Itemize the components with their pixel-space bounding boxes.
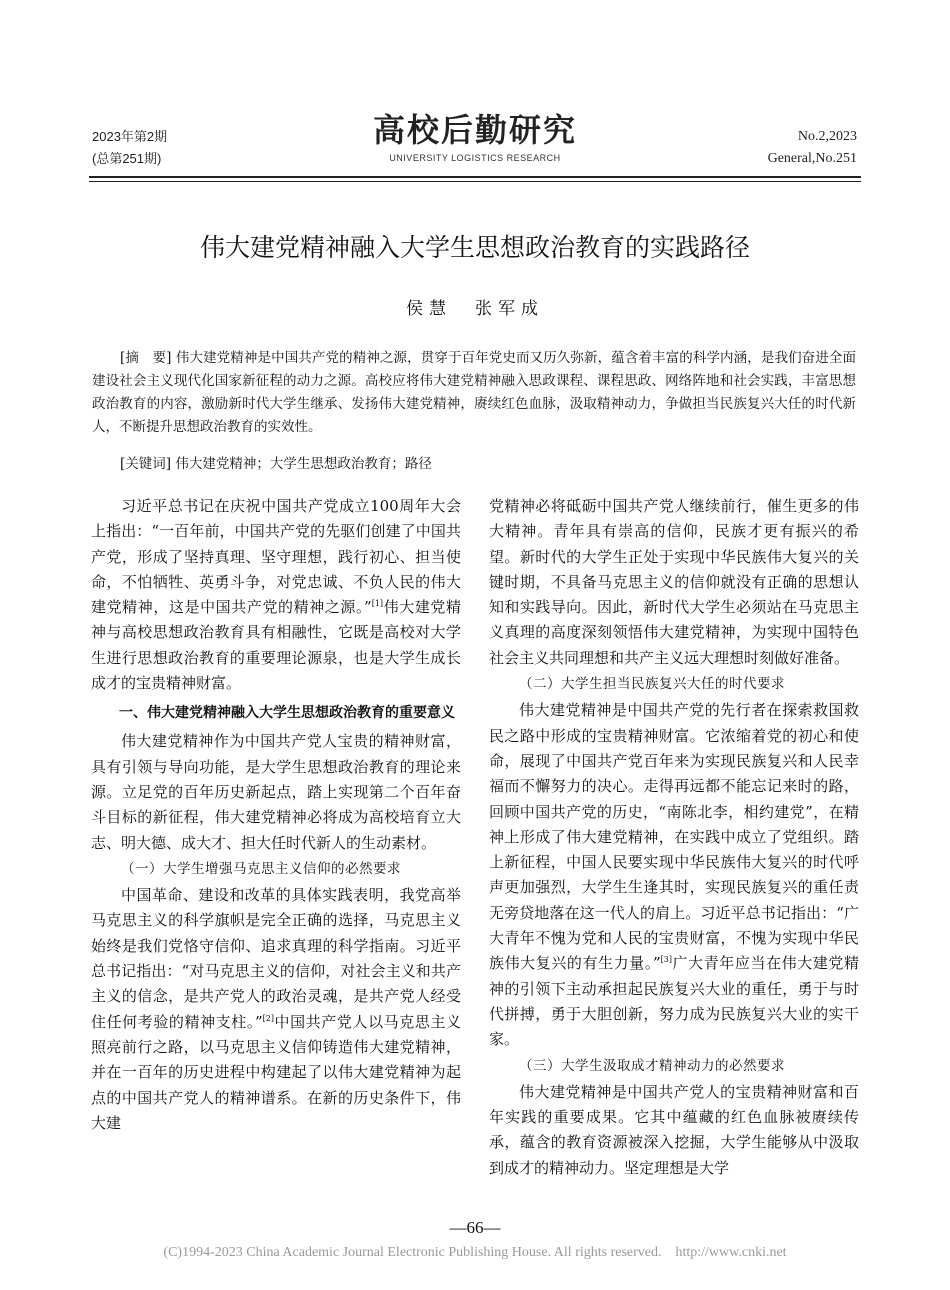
- abstract-label: [摘 要]: [120, 350, 172, 366]
- paragraph: 党精神必将砥砺中国共产党人继续前行，催生更多的伟大精神。青年具有崇高的信仰，民族才更有振兴的希望。新时代的大学生正处于实现中华民族伟大复兴的关键时期，不具备马克思主义的信仰就没有正确的思想认知和实践导向。因此，新时代大学生必须站在马克思主义真理的高度深刻领悟伟大建党精神，为实现中国特色社会主义共同理想和共产主义远大理想时刻做好准备。: [489, 497, 859, 667]
- issue-number-en: No.2,2023: [797, 129, 857, 144]
- paragraph-text: 习近平总书记在庆祝中国共产党成立100周年大会上指出：“一百年前，中国共产党的先驱们创建了中国共产党，形成了坚持真理、坚守理想，践行初心、担当使命，不怕牺牲、英勇斗争，对党忠诚、不负人民的伟大建党精神，这是中国共产党的精神之源。”: [91, 497, 461, 617]
- paragraph-text: 伟大建党精神是中国共产党的先行者在探索救国救民之路中形成的宝贵精神财富。它浓缩着党的初心和使命，展现了中国共产党百年来为实现民族复兴和人民幸福而不懈努力的决心。走得再远都不能忘记来时的路，回顾中国共产党的历史，“南陈北李，相约建党”，在精神上形成了伟大建党精神，在实践中成立了党组织。踏上新征程，中国人民要实现中华民族伟大复兴的时代呼声更加强烈，大学生生逢其时，实现民族复兴的重任责无旁贷地落在这一代人的肩上。习近平总书记指出：“广大青年不愧为党和人民的宝贵财富，不愧为实现中华民族伟大复兴的有生力量。”: [489, 701, 859, 973]
- body-column-left: [91, 494, 461, 1136]
- header-rule-thick: [89, 176, 861, 178]
- paragraph: 伟大建党精神作为中国共产党人宝贵的精神财富，具有引领与导向功能，是大学生思想政治教育的理论来源。立足党的百年历史新起点，踏上实现第二个百年奋斗目标的新征程，伟大建党精神必将成为高校培育立大志、明大德、成大才、担大任时代新人的生动素材。: [91, 732, 461, 852]
- keywords-text: 伟大建党精神；大学生思想政治教育；路径: [175, 456, 432, 472]
- paragraph: [489, 698, 859, 1052]
- paragraph-text: 广大青年应当在伟大建党精神的引领下主动承担起民族复兴大业的重任，勇于与时代拼搏，勇于大胆创新，努力成为民族复兴大业的实干家。: [489, 954, 859, 1049]
- paragraph: [91, 883, 461, 1136]
- section-heading-1: 一、伟大建党精神融入大学生思想政治教育的重要意义: [119, 705, 455, 722]
- abstract-text: 伟大建党精神是中国共产党的精神之源，贯穿于百年党史而又历久弥新，蕴含着丰富的科学内涵，是我们奋进全面建设社会主义现代化国家新征程的动力之源。高校应将伟大建党精神融入思政课程、课程思政、网络阵地和社会实践，丰富思想政治教育的内容，激励新时代大学生继承、发扬伟大建党精神，赓续红色血脉，汲取精神动力，争做担当民族复兴大任的时代新人，不断提升思想政治教育的实效性。: [92, 350, 856, 435]
- citation-ref: [1]: [371, 599, 384, 609]
- issue-general-en: General,No.251: [767, 151, 857, 166]
- article-authors: 侯慧 张军成: [406, 299, 544, 319]
- paragraph: [91, 494, 461, 696]
- article-title: 伟大建党精神融入大学生思想政治教育的实践路径: [199, 233, 750, 262]
- paragraph-text: 伟大建党精神与高校思想政治教育具有相融性，它既是高校对大学生进行思想政治教育的重要理论源泉，也是大学生成长成才的宝贵精神财富。: [91, 598, 461, 693]
- body-column-right: [489, 494, 859, 1181]
- paragraph-text: 中国共产党人以马克思主义照亮前行之路，以马克思主义信仰铸造伟大建党精神，并在一百年的历史进程中构建起了以伟大建党精神为起点的中国共产党人的精神谱系。在新的历史条件下，伟大建: [91, 1012, 461, 1132]
- subsection-heading-3: （三）大学生汲取成才精神动力的必然要求: [519, 1057, 785, 1074]
- journal-title-en: UNIVERSITY LOGISTICS RESEARCH: [389, 153, 561, 163]
- journal-title-cn: 高校后勤研究: [372, 111, 577, 149]
- abstract: [92, 347, 856, 439]
- citation-ref: [3]: [660, 955, 672, 965]
- issue-info-en: [768, 126, 857, 170]
- paragraph-text: 中国革命、建设和改革的具体实践表明，我党高举马克思主义的科学旗帜是完全正确的选择，马克思主义始终是我们党恪守信仰、追求真理的科学指南。习近平总书记指出：“对马克思主义的信仰，对社会主义和共产主义的信念，是共产党人的政治灵魂，是共产党人经受住任何考验的精神支柱。”: [91, 886, 461, 1031]
- copyright-footer: (C)1994-2023 China Academic Journal Electronic Publishing House. All rights reserved. http://www.cnki.net: [163, 1245, 787, 1260]
- header-rule-thin: [89, 181, 861, 182]
- issue-total: (总第251期): [92, 151, 162, 166]
- subsection-heading-2: （二）大学生担当民族复兴大任的时代要求: [519, 676, 785, 693]
- page-number: —66—: [449, 1218, 501, 1237]
- paragraph: 伟大建党精神是中国共产党人的宝贵精神财富和百年实践的重要成果。它其中蕴藏的红色血脉被赓续传承，蕴含的教育资源被深入挖掘，大学生能够从中汲取到成才的精神动力。坚定理想是大学: [489, 1082, 859, 1177]
- keywords: [120, 453, 432, 476]
- citation-ref: [2]: [262, 1013, 274, 1023]
- keywords-label: [关键词]: [120, 456, 172, 472]
- subsection-heading-1: （一）大学生增强马克思主义信仰的必然要求: [121, 860, 401, 877]
- issue-year: 2023年第2期: [92, 129, 168, 144]
